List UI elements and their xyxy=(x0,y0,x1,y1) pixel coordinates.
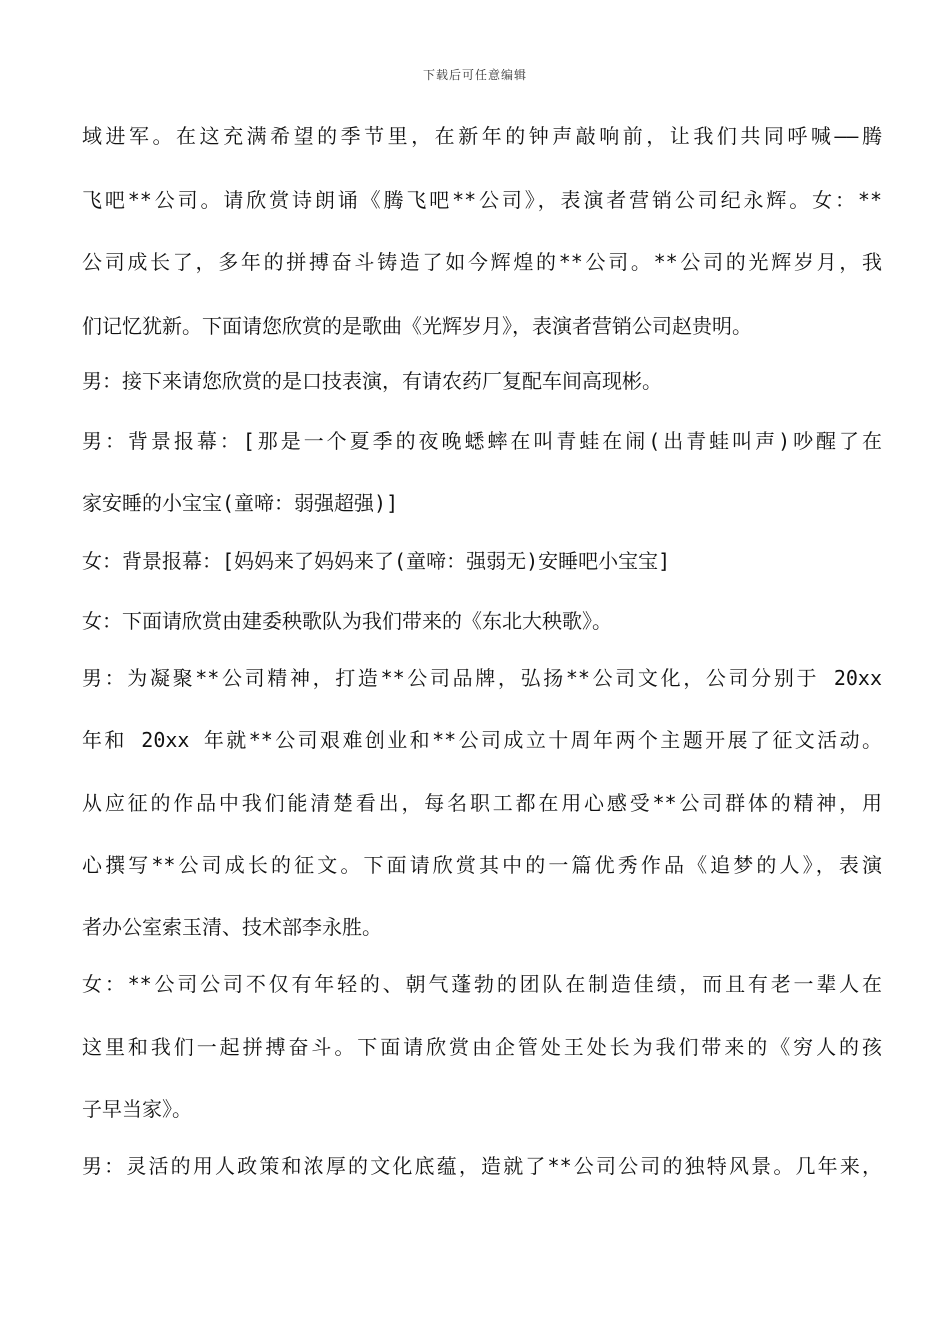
text-line: 家安睡的小宝宝(童啼：弱强超强)] xyxy=(82,491,399,515)
text-line: 这里和我们一起拼搏奋斗。下面请欣赏由企管处王处长为我们带来的《穷人的孩 xyxy=(82,1035,882,1059)
text-line: 男：接下来请您欣赏的是口技表演，有请农药厂复配车间高现彬。 xyxy=(82,369,662,393)
text-line: 女：下面请欣赏由建委秧歌队为我们带来的《东北大秧歌》。 xyxy=(82,609,612,633)
text-line: 者办公室索玉清、技术部李永胜。 xyxy=(82,915,382,939)
text-line: 男：为凝聚**公司精神，打造**公司品牌，弘扬**公司文化，公司分别于 20xx xyxy=(82,666,882,690)
text-line: 男：背景报幕：[那是一个夏季的夜晚蟋蟀在叫青蛙在闹(出青蛙叫声)吵醒了在 xyxy=(82,429,882,453)
text-line: 男：灵活的用人政策和浓厚的文化底蕴，造就了**公司公司的独特风景。几年来， xyxy=(82,1154,882,1178)
page-header: 下载后可任意编辑 xyxy=(422,68,527,82)
text-line: 飞吧**公司。请欣赏诗朗诵《腾飞吧**公司》，表演者营销公司纪永辉。女：** xyxy=(82,188,882,212)
text-line: 女：背景报幕：[妈妈来了妈妈来了(童啼：强弱无)安睡吧小宝宝] xyxy=(82,549,671,573)
text-line: 年和 20xx 年就**公司艰难创业和**公司成立十周年两个主题开展了征文活动。 xyxy=(82,728,882,752)
text-line: 心撰写**公司成长的征文。下面请欣赏其中的一篇优秀作品《追梦的人》，表演 xyxy=(82,853,882,877)
text-line: 从应征的作品中我们能清楚看出，每名职工都在用心感受**公司群体的精神，用 xyxy=(82,791,882,815)
text-line: 域进军。在这充满希望的季节里，在新年的钟声敲响前，让我们共同呼喊——腾 xyxy=(82,124,882,148)
text-line: 们记忆犹新。下面请您欣赏的是歌曲《光辉岁月》，表演者营销公司赵贵明。 xyxy=(82,314,752,338)
text-line: 公司成长了，多年的拼搏奋斗铸造了如今辉煌的**公司。**公司的光辉岁月，我 xyxy=(82,250,882,274)
text-line: 女：**公司公司不仅有年轻的、朝气蓬勃的团队在制造佳绩，而且有老一辈人在 xyxy=(82,972,882,996)
text-line: 子早当家》。 xyxy=(82,1097,192,1121)
